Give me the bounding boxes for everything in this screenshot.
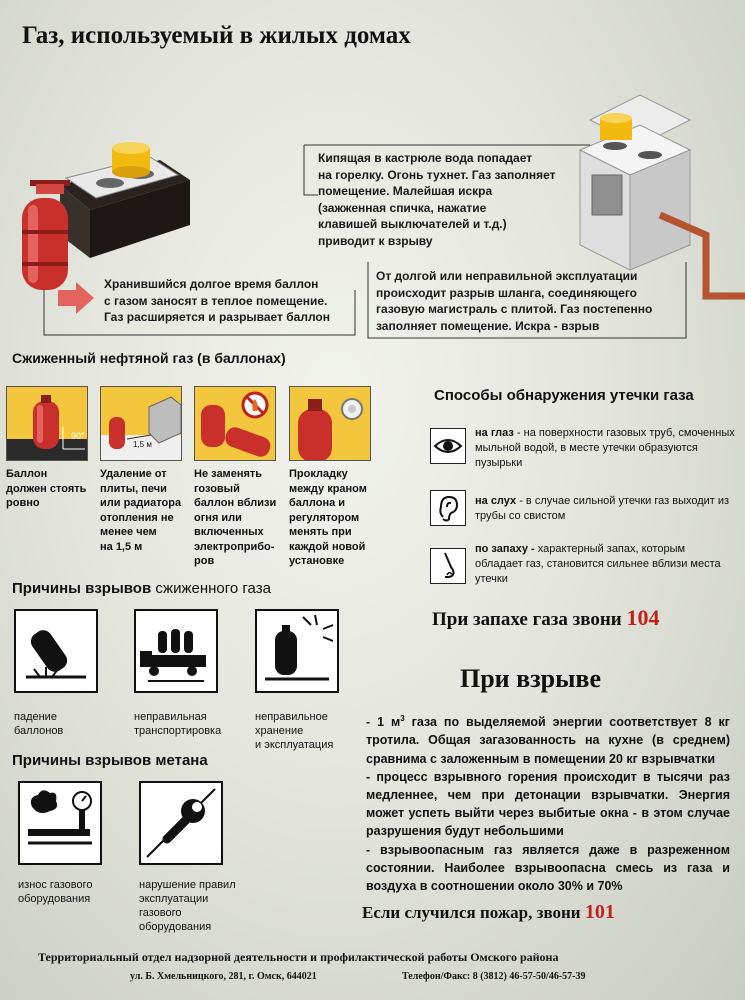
cylinder-sun-icon (255, 609, 339, 693)
detection-ear-text: на слух - в случае сильной утечки газ выходит из трубы со свистом (475, 495, 730, 522)
boiling-water-callout: Кипящая в кастрюле вода попадает на горелку. Огонь тухнет. Газ заполняет помещение. Малейшая искра (зажженная спичка, нажатие клавишей выключателей и т.д.) приводит к взрыву (318, 151, 556, 248)
lpg-tip-tile-4 (289, 386, 371, 461)
explosion-fact-3: - взрывоопасным газ является даже в разреженном состоянии. Наиболее взрывоопасна смесь из газа и воздуха в соотношении около 30% и 70% (366, 842, 730, 893)
methane-cause-caption-1: износ газового оборудования (18, 879, 93, 905)
lpg-tip-tile-3 (194, 386, 276, 461)
lpg-tip-caption-1: Баллон должен стоять ровно (6, 468, 87, 509)
truck-icon (134, 609, 218, 693)
arrow-icon (58, 282, 94, 314)
angle-label: 90° (71, 431, 85, 441)
call-101-line: Если случился пожар, звони 101 (362, 901, 615, 923)
lpg-causes-heading: Причины взрывов сжиженного газа (12, 580, 271, 597)
explosion-facts (366, 710, 730, 895)
explosion-fact-2: - процесс взрывного горения происходит в тысячи раз медленнее, чем при детонации взрывчатки. Энергия может успеть выйти через выбитые окна - в этом случае разрушения будут небольшими (366, 769, 730, 839)
footer-organization: Территориальный отдел надзорной деятельности и профилактической работы Омского района (38, 950, 559, 964)
footer-phone: Телефон/Факс: 8 (3812) 46-57-50/46-57-39 (402, 971, 586, 982)
explosion-fact-1: - 1 $м^3$ газа по выделяемой энергии соответствует 8 кг тротила. Общая загазованность на кухне (в среднем) сравнима с заложенным в помещении 20 кг взрывчатки (366, 714, 730, 766)
lpg-tip-caption-2: Удаление от плиты, печи или радиатора отопления не менее чем на 1,5 м (100, 468, 182, 553)
phone-number-101: 101 (584, 901, 615, 923)
worn-equipment-icon (18, 781, 102, 865)
phone-number-104: 104 (626, 605, 660, 630)
stove-counter-illustration (60, 142, 190, 258)
distance-label: 1,5 м (133, 440, 152, 449)
lpg-heading: Сжиженный нефтяной газ (в баллонах) (12, 350, 286, 366)
ear-icon (430, 490, 466, 526)
detection-heading: Способы обнаружения утечки газа (434, 387, 694, 404)
methane-causes-heading: Причины взрывов метана (12, 752, 208, 769)
nose-icon (430, 548, 466, 584)
explosion-heading: При взрыве (460, 664, 601, 693)
page-title: Газ, используемый в жилых домах (22, 22, 411, 49)
lpg-cause-caption-1: падение баллонов (14, 711, 64, 737)
call-104-line: При запахе газа звони 104 (432, 605, 660, 630)
lpg-tip-tile-1 (6, 386, 88, 461)
warm-room-callout: Хранившийся долгое время баллон с газом заносят в теплое помещение. Газ расширяется и разрывает баллон (104, 277, 331, 324)
lpg-tip-tile-2 (100, 386, 182, 461)
lpg-tip-caption-4: Прокладку между краном баллона и регулятором менять при каждой новой установке (289, 468, 367, 567)
lpg-cause-caption-2: неправильная транспортировка (134, 711, 222, 737)
wrench-icon (139, 781, 223, 865)
gas-stove-illustration (580, 95, 690, 270)
eye-icon (430, 428, 466, 464)
methane-cause-caption-2: нарушение правил эксплуатации газового оборудования (139, 879, 236, 933)
lpg-cause-caption-3: неправильное хранение и эксплуатация (255, 711, 334, 751)
footer-address: ул. Б. Хмельницкого, 281, г. Омск, 644021 (130, 971, 317, 982)
detection-eye-text: на глаз - на поверхности газовых труб, смоченных мыльной водой, в месте утечки образуются пузырьки (475, 427, 735, 469)
hose-rupture-callout: От долгой или неправильной эксплуатации происходит разрыв шланга, соединяющего газовую магистраль с плитой. Газ постепенно заполняет помещение. Искра - взрыв (376, 269, 653, 333)
lpg-tip-caption-3: Не заменять гозовый баллон вблизи огня или включенных электроприбо- ров (194, 468, 277, 567)
detection-nose-text: по запаху - характерный запах, которым обладает газ, становится сильнее вблизи места утечки (475, 543, 721, 585)
falling-cylinder-icon (14, 609, 98, 693)
